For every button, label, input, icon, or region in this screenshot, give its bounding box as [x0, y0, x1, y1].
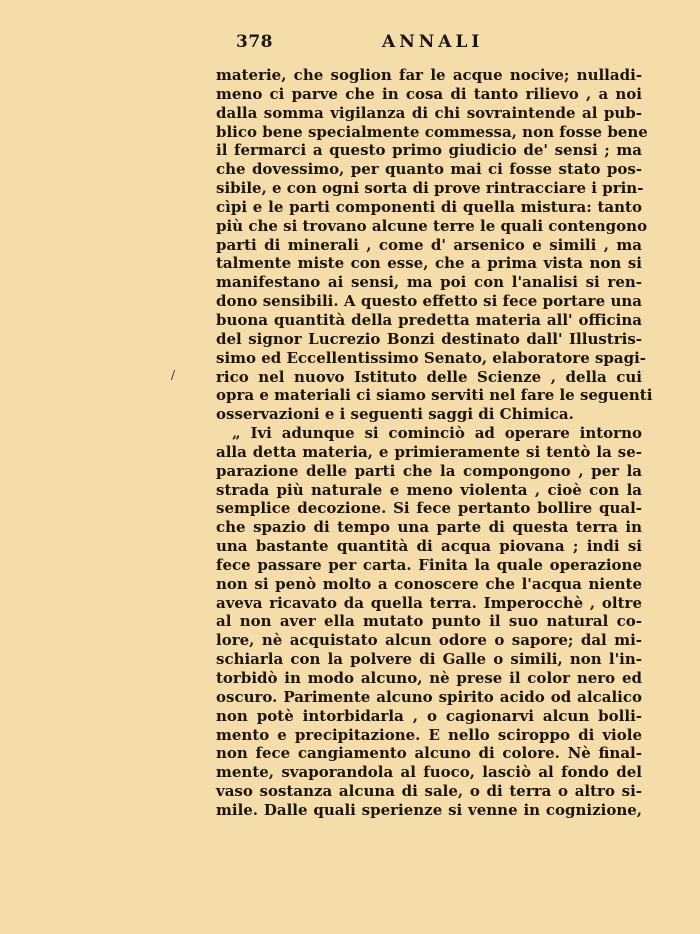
text-line: rico nel nuovo Istituto delle Scienze , della cui — [216, 367, 642, 386]
text-line: torbidò in modo alcuno, nè prese il color nero ed — [216, 669, 642, 687]
paragraph-start-line: „ Ivi adunque si cominciò ad operare intorno — [232, 424, 642, 443]
text-line: mento e precipitazione. E nello sciroppo di viole — [216, 725, 642, 744]
text-line: più che si trovano alcune terre le quali contengono — [216, 216, 648, 235]
margin-mark: / — [171, 368, 176, 382]
text-line: talmente miste con esse, che a prima vista non si — [216, 254, 642, 273]
text-line: schiarla con la polvere di Galle o simili, non l'in- — [216, 650, 642, 669]
text-line: che spazio di tempo una parte di questa terra in — [216, 518, 642, 537]
text-line: alla detta materia, e primieramente si tentò la se- — [216, 442, 642, 461]
text-line: oscuro. Parimente alcuno spirito acido od alcalico — [216, 687, 642, 706]
text-line: dono sensibili. A questo effetto si fece portare una — [216, 292, 642, 311]
text-line: dalla somma vigilanza di chi sovraintende al pub- — [216, 103, 642, 122]
text-line: al non aver ella mutato punto il suo natural co- — [216, 612, 642, 631]
text-line: non potè intorbidarla , o cagionarvi alcun bolli- — [216, 706, 642, 725]
text-line: materie, che soglion far le acque nocive; nulladi- — [216, 66, 642, 84]
text-line: blico bene specialmente commessa, non fosse bene — [216, 122, 648, 141]
text-line: mile. Dalle quali sperienze si venne in cognizione, — [216, 800, 642, 819]
text-line: semplice decozione. Si fece pertanto bollire qual- — [216, 499, 642, 518]
text-line: vaso sostanza alcuna di sale, o di terra o altro si- — [216, 782, 642, 801]
paragraph-end-line: osservazioni e i seguenti saggi di Chimica. — [216, 405, 574, 424]
text-line: una bastante quantità di acqua piovana ; indi si — [216, 537, 642, 556]
text-line: parazione delle parti che la compongono , per la — [216, 461, 642, 480]
body-text — [216, 66, 653, 820]
text-line: simo ed Eccellentissimo Senato, elaboratore spagi- — [216, 348, 647, 367]
page-number: 378 — [236, 32, 273, 52]
text-line: cìpi e le parti componenti di quella mistura: tanto — [216, 197, 642, 216]
running-head: ANNALI — [382, 32, 484, 52]
text-line: meno ci parve che in cosa di tanto rilievo , a noi — [216, 84, 642, 103]
text-line: opra e materiali ci siamo serviti nel fare le seguenti — [216, 386, 653, 405]
text-line: parti di minerali , come d' arsenico e simili , ma — [216, 235, 642, 254]
text-line: lore, nè acquistato alcun odore o sapore; dal mi- — [216, 631, 642, 650]
text-line: non si penò molto a conoscere che l'acqua niente — [216, 574, 642, 593]
text-line: aveva ricavato da quella terra. Imperocchè , oltre — [216, 593, 642, 612]
text-line: non fece cangiamento alcuno di colore. Nè final- — [216, 744, 642, 763]
text-line: che dovessimo, per quanto mai ci fosse stato pos- — [216, 160, 642, 179]
text-line: mente, svaporandola al fuoco, lasciò al fondo del — [216, 763, 642, 782]
text-line: buona quantità della predetta materia all' officina — [216, 310, 642, 329]
page-header — [236, 32, 496, 54]
text-line: del signor Lucrezio Bonzi destinato dall' Illustris- — [216, 329, 642, 348]
text-line: il fermarci a questo primo giudicio de' sensi ; ma — [216, 141, 642, 160]
text-line: sibile, e con ogni sorta di prove rintracciare i prin- — [216, 179, 644, 198]
text-line: strada più naturale e meno violenta , cioè con la — [216, 480, 642, 499]
text-line: fece passare per carta. Finita la quale operazione — [216, 555, 642, 574]
text-line: manifestano ai sensi, ma poi con l'analisi si ren- — [216, 273, 642, 292]
